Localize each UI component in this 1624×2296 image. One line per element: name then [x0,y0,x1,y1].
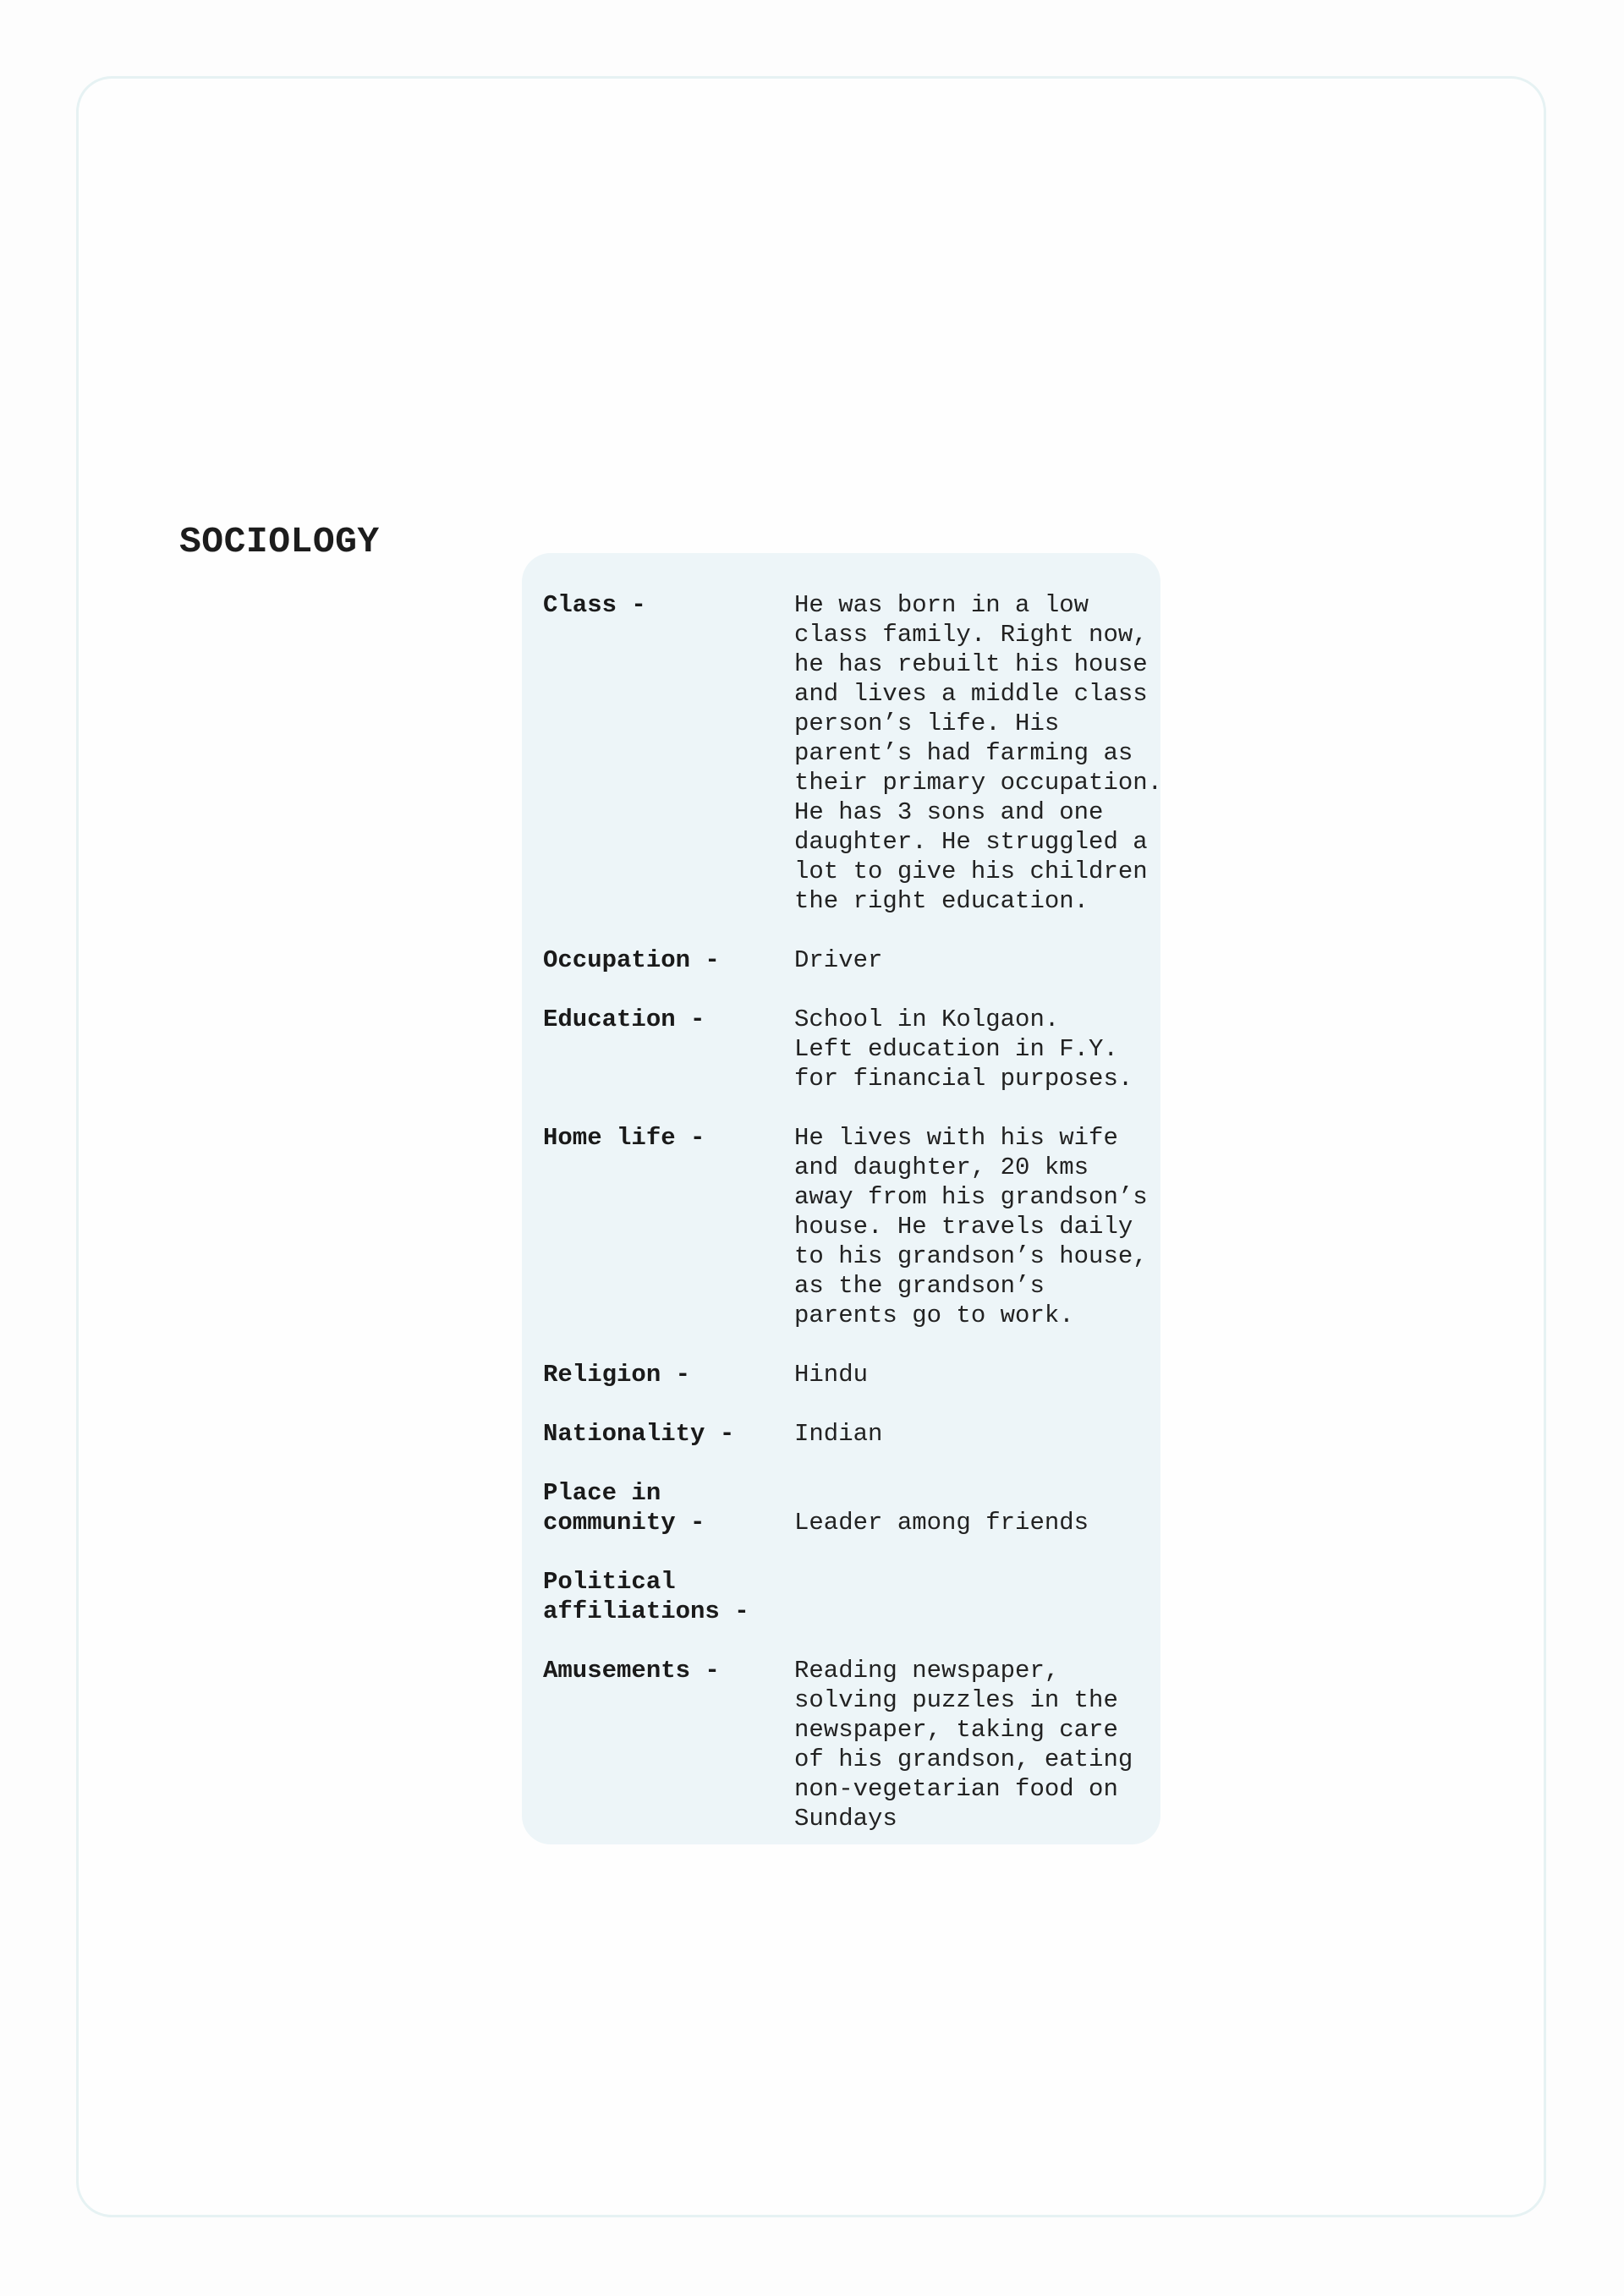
info-label-religion: Religion - [543,1361,691,1389]
info-label-class: Class - [543,591,646,619]
info-label-education: Education - [543,1006,705,1033]
info-value-nationality: Indian [794,1420,883,1448]
info-value-place-in-community: Leader among friends [794,1509,1089,1537]
info-value-class: He was born in a low class family. Right now, he has rebuilt his house and lives a middle class person’s life. His parent’s had farming as their primary occupation. He has 3 sons and one daughter. He struggled a lot to give his children the right education. [794,591,1163,915]
info-row-home-life [543,1123,1160,1330]
section-title: SOCIOLOGY [179,521,380,562]
info-label-amusements: Amusements - [543,1657,720,1685]
info-row-place-in-community [543,1478,1160,1537]
info-row-nationality [543,1419,1160,1449]
info-value-education: School in Kolgaon. Left education in F.Y. for financial purposes. [794,1006,1133,1093]
info-row-occupation [543,945,1160,975]
info-value-amusements: Reading newspaper, solving puzzles in the newspaper, taking care of his grandson, eating non-vegetarian food on Sundays [794,1657,1133,1833]
info-label-occupation: Occupation - [543,946,720,974]
info-row-amusements [543,1656,1160,1833]
info-label-home-life: Home life - [543,1124,705,1152]
info-value-religion: Hindu [794,1361,869,1389]
info-label-place-in-community: Place in community - [543,1479,705,1537]
info-value-home-life: He lives with his wife and daughter, 20 kms away from his grandson’s house. He travels daily to his grandson’s house, as the grandson’s parents go to work. [794,1124,1148,1329]
info-row-education [543,1005,1160,1093]
sociology-info-card [522,553,1163,1844]
info-row-class [543,590,1163,916]
info-value-occupation: Driver [794,946,883,974]
info-label-nationality: Nationality - [543,1420,735,1448]
info-row-political-affiliations [543,1567,1160,1626]
info-label-political-affiliations: Political affiliations - [543,1568,749,1625]
info-row-religion [543,1360,1160,1389]
